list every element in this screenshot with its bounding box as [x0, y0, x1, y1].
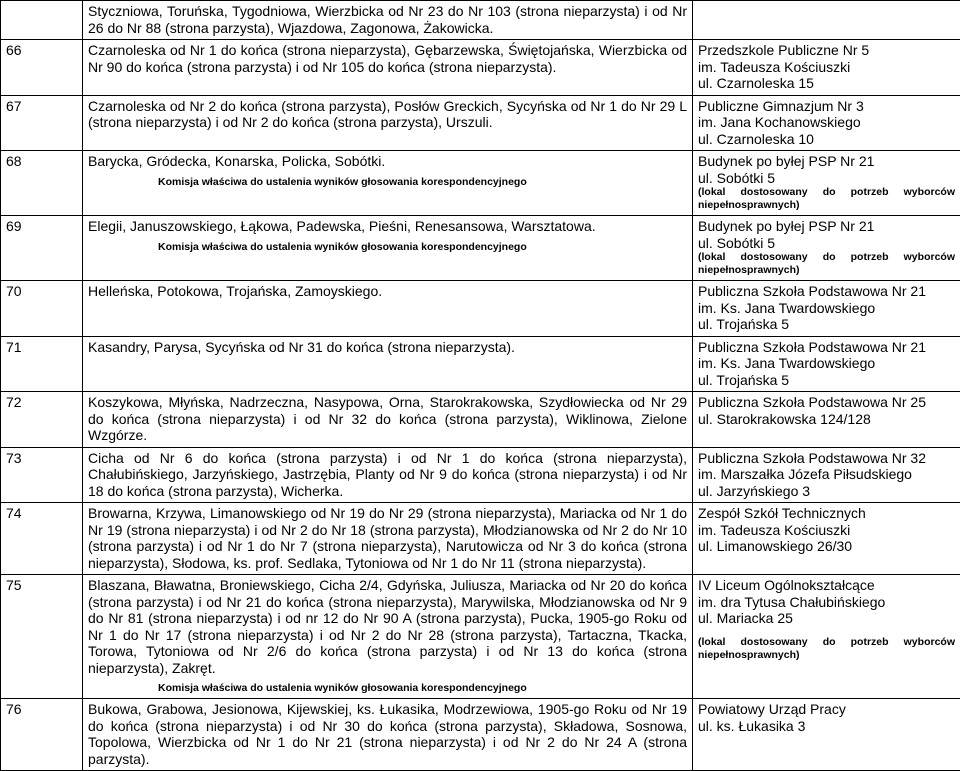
district-streets-cell	[83, 40, 693, 96]
polling-place-line: ul. Czarnoleska 15	[698, 75, 955, 92]
district-streets-cell	[83, 699, 693, 771]
polling-place-cell	[693, 575, 960, 699]
district-streets-cell	[83, 95, 693, 151]
polling-place-line: ul. Trojańska 5	[698, 372, 955, 389]
polling-place-cell	[693, 216, 960, 281]
polling-place-cell	[693, 699, 960, 771]
polling-place-line: ul. Starokrakowska 124/128	[698, 411, 955, 428]
district-streets: Styczniowa, Toruńska, Tygodniowa, Wierzbicka od Nr 23 do Nr 103 (strona nieparzysta) i od Nr 26 do Nr 88 (strona parzysta), Wjazdowa, Zagonowa, Żakowicka.	[88, 3, 687, 36]
polling-place-line: im. Ks. Jana Twardowskiego	[698, 355, 955, 372]
polling-place-line: ul. Mariacka 25	[698, 610, 955, 627]
accessibility-note: (lokal dostosowany do potrzeb wyborców niepełnosprawnych)	[698, 251, 955, 277]
district-number: 73	[1, 447, 83, 503]
polling-place-line: ul. Sobótki 5	[698, 235, 955, 252]
district-row	[1, 281, 960, 337]
polling-place-line: im. Tadeusza Kościuszki	[698, 522, 955, 539]
district-streets: Kasandry, Parysa, Sycyńska od Nr 31 do końca (strona nieparzysta).	[88, 339, 515, 355]
polling-place-line: Publiczna Szkoła Podstawowa Nr 25	[698, 394, 955, 411]
accessibility-note: (lokal dostosowany do potrzeb wyborców niepełnosprawnych)	[698, 636, 955, 662]
district-streets: Elegii, Januszowskiego, Łąkowa, Padewska, Pieśni, Renesansowa, Warsztatowa.	[88, 218, 596, 234]
district-row	[1, 1, 960, 40]
polling-place-cell	[693, 447, 960, 503]
polling-place-cell	[693, 392, 960, 448]
district-streets-cell	[83, 392, 693, 448]
polling-place-line: ul. Jarzyńskiego 3	[698, 483, 955, 500]
district-row	[1, 392, 960, 448]
district-streets-cell	[83, 281, 693, 337]
accessibility-note: (lokal dostosowany do potrzeb wyborców niepełnosprawnych)	[698, 186, 955, 212]
district-row	[1, 40, 960, 96]
district-streets-cell	[83, 575, 693, 699]
district-streets-cell	[83, 503, 693, 575]
polling-place-line: im. Jana Kochanowskiego	[698, 114, 955, 131]
district-streets: Czarnoleska od Nr 1 do końca (strona nieparzysta), Gębarzewska, Świętojańska, Wierzbicka od Nr 90 do końca (strona parzysta) i od Nr 105 do końca (strona nieparzysta).	[88, 42, 687, 75]
polling-place-line: ul. Trojańska 5	[698, 316, 955, 333]
polling-place-line: Publiczna Szkoła Podstawowa Nr 21	[698, 339, 955, 356]
district-row	[1, 503, 960, 575]
polling-place-line: Budynek po byłej PSP Nr 21	[698, 153, 955, 170]
district-number: 71	[1, 336, 83, 392]
district-streets: Barycka, Gródecka, Konarska, Policka, Sobótki.	[88, 153, 385, 169]
district-streets-cell	[83, 151, 693, 216]
polling-place-line: im. Tadeusza Kościuszki	[698, 59, 955, 76]
district-streets: Bukowa, Grabowa, Jesionowa, Kijewskiej, ks. Łukasika, Modrzewiowa, 1905-go Roku od Nr 19 do końca (strona nieparzysta) i od Nr 30 do końca (strona parzysta), Składowa, Sosnowa, Topolowa, Wierzbicka od Nr 1 do Nr 21 (strona nieparzysta) i od Nr 2 do Nr 24 A (strona parzysta).	[88, 701, 687, 767]
polling-place-line: Budynek po byłej PSP Nr 21	[698, 218, 955, 235]
commission-note: Komisja właściwa do ustalenia wyników głosowania korespondencyjnego	[88, 682, 687, 695]
polling-place-cell	[693, 151, 960, 216]
polling-place-line: ul. Czarnoleska 10	[698, 131, 955, 148]
polling-place-line: Publiczna Szkoła Podstawowa Nr 21	[698, 283, 955, 300]
polling-place-line: IV Liceum Ogólnokształcące	[698, 577, 955, 594]
districts-table-body	[1, 1, 960, 771]
district-number	[1, 1, 83, 40]
district-streets: Koszykowa, Młyńska, Nadrzeczna, Nasypowa, Orna, Starokrakowska, Szydłowiecka od Nr 29 do końca (strona nieparzysta) i od Nr 32 do końca (strona parzysta), Wiklinowa, Zielone Wzgórze.	[88, 394, 687, 443]
commission-note: Komisja właściwa do ustalenia wyników głosowania korespondencyjnego	[88, 176, 687, 189]
polling-place-cell	[693, 1, 960, 40]
district-streets: Cicha od Nr 6 do końca (strona parzysta) i od Nr 1 do końca (strona nieparzysta), Chałubińskiego, Jarzyńskiego, Jastrzębia, Planty od Nr 9 do końca (strona nieparzysta) i od Nr 18 do końca (strona parzysta), Wicherka.	[88, 450, 687, 499]
commission-note: Komisja właściwa do ustalenia wyników głosowania korespondencyjnego	[88, 241, 687, 254]
polling-place-line: ul. Limanowskiego 26/30	[698, 538, 955, 555]
district-row	[1, 216, 960, 281]
polling-place-line: Zespół Szkół Technicznych	[698, 505, 955, 522]
polling-place-cell	[693, 503, 960, 575]
district-streets-cell	[83, 1, 693, 40]
district-streets: Czarnoleska od Nr 2 do końca (strona parzysta), Posłów Greckich, Sycyńska od Nr 1 do Nr 29 L (strona nieparzysta) i od Nr 2 do końca (strona parzysta), Urszuli.	[88, 98, 687, 131]
district-streets: Helleńska, Potokowa, Trojańska, Zamoyskiego.	[88, 283, 382, 299]
polling-place-line: ul. ks. Łukasika 3	[698, 718, 955, 735]
polling-place-line: im. dra Tytusa Chałubińskiego	[698, 594, 955, 611]
district-row	[1, 95, 960, 151]
district-row	[1, 699, 960, 771]
district-row	[1, 447, 960, 503]
district-row	[1, 575, 960, 699]
polling-place-line: im. Marszałka Józefa Piłsudskiego	[698, 466, 955, 483]
district-streets: Browarna, Krzywa, Limanowskiego od Nr 19 do Nr 29 (strona nieparzysta), Mariacka od Nr 1 do Nr 19 (strona nieparzysta) i od Nr 2 do Nr 18 (strona parzysta), Młodzianowska od Nr 2 do Nr 10 (strona parzysta) i od Nr 1 do Nr 7 (strona nieparzysta), Narutowicza od Nr 3 do końca (strona nieparzysta), Słodowa, ks. prof. Sedlaka, Tytoniowa od Nr 1 do Nr 11 (strona nieparzysta).	[88, 505, 687, 571]
district-row	[1, 151, 960, 216]
district-number: 76	[1, 699, 83, 771]
district-streets-cell	[83, 336, 693, 392]
polling-place-line: Przedszkole Publiczne Nr 5	[698, 42, 955, 59]
district-number: 75	[1, 575, 83, 699]
district-number: 72	[1, 392, 83, 448]
district-number: 66	[1, 40, 83, 96]
district-streets-cell	[83, 216, 693, 281]
district-streets-cell	[83, 447, 693, 503]
polling-place-line: Publiczne Gimnazjum Nr 3	[698, 98, 955, 115]
district-streets: Blaszana, Bławatna, Broniewskiego, Cicha 2/4, Gdyńska, Juliusza, Mariacka od Nr 20 do końca (strona parzysta) i od Nr 21 do końca (strona nieparzysta), Marywilska, Młodzianowska od Nr 9 do Nr 81 (strona nieparzysta) i od nr 12 do Nr 90 A (strona parzysta), Pucka, 1905-go Roku od Nr 1 do Nr 17 (strona nieparzysta) i od Nr 2 do Nr 28 (strona parzysta), Tartaczna, Tkacka, Torowa, Tytoniowa od Nr 2/6 do końca (strona parzysta) i od Nr 13 do końca (strona nieparzysta), Zakręt.	[88, 577, 687, 676]
polling-place-line: im. Ks. Jana Twardowskiego	[698, 300, 955, 317]
polling-place-line: ul. Sobótki 5	[698, 170, 955, 187]
polling-place-line: Publiczna Szkoła Podstawowa Nr 32	[698, 450, 955, 467]
district-number: 68	[1, 151, 83, 216]
district-number: 67	[1, 95, 83, 151]
district-number: 74	[1, 503, 83, 575]
polling-place-line: Powiatowy Urząd Pracy	[698, 701, 955, 718]
polling-place-cell	[693, 281, 960, 337]
district-number: 69	[1, 216, 83, 281]
polling-place-cell	[693, 95, 960, 151]
polling-place-cell	[693, 40, 960, 96]
district-row	[1, 336, 960, 392]
district-number: 70	[1, 281, 83, 337]
polling-place-cell	[693, 336, 960, 392]
